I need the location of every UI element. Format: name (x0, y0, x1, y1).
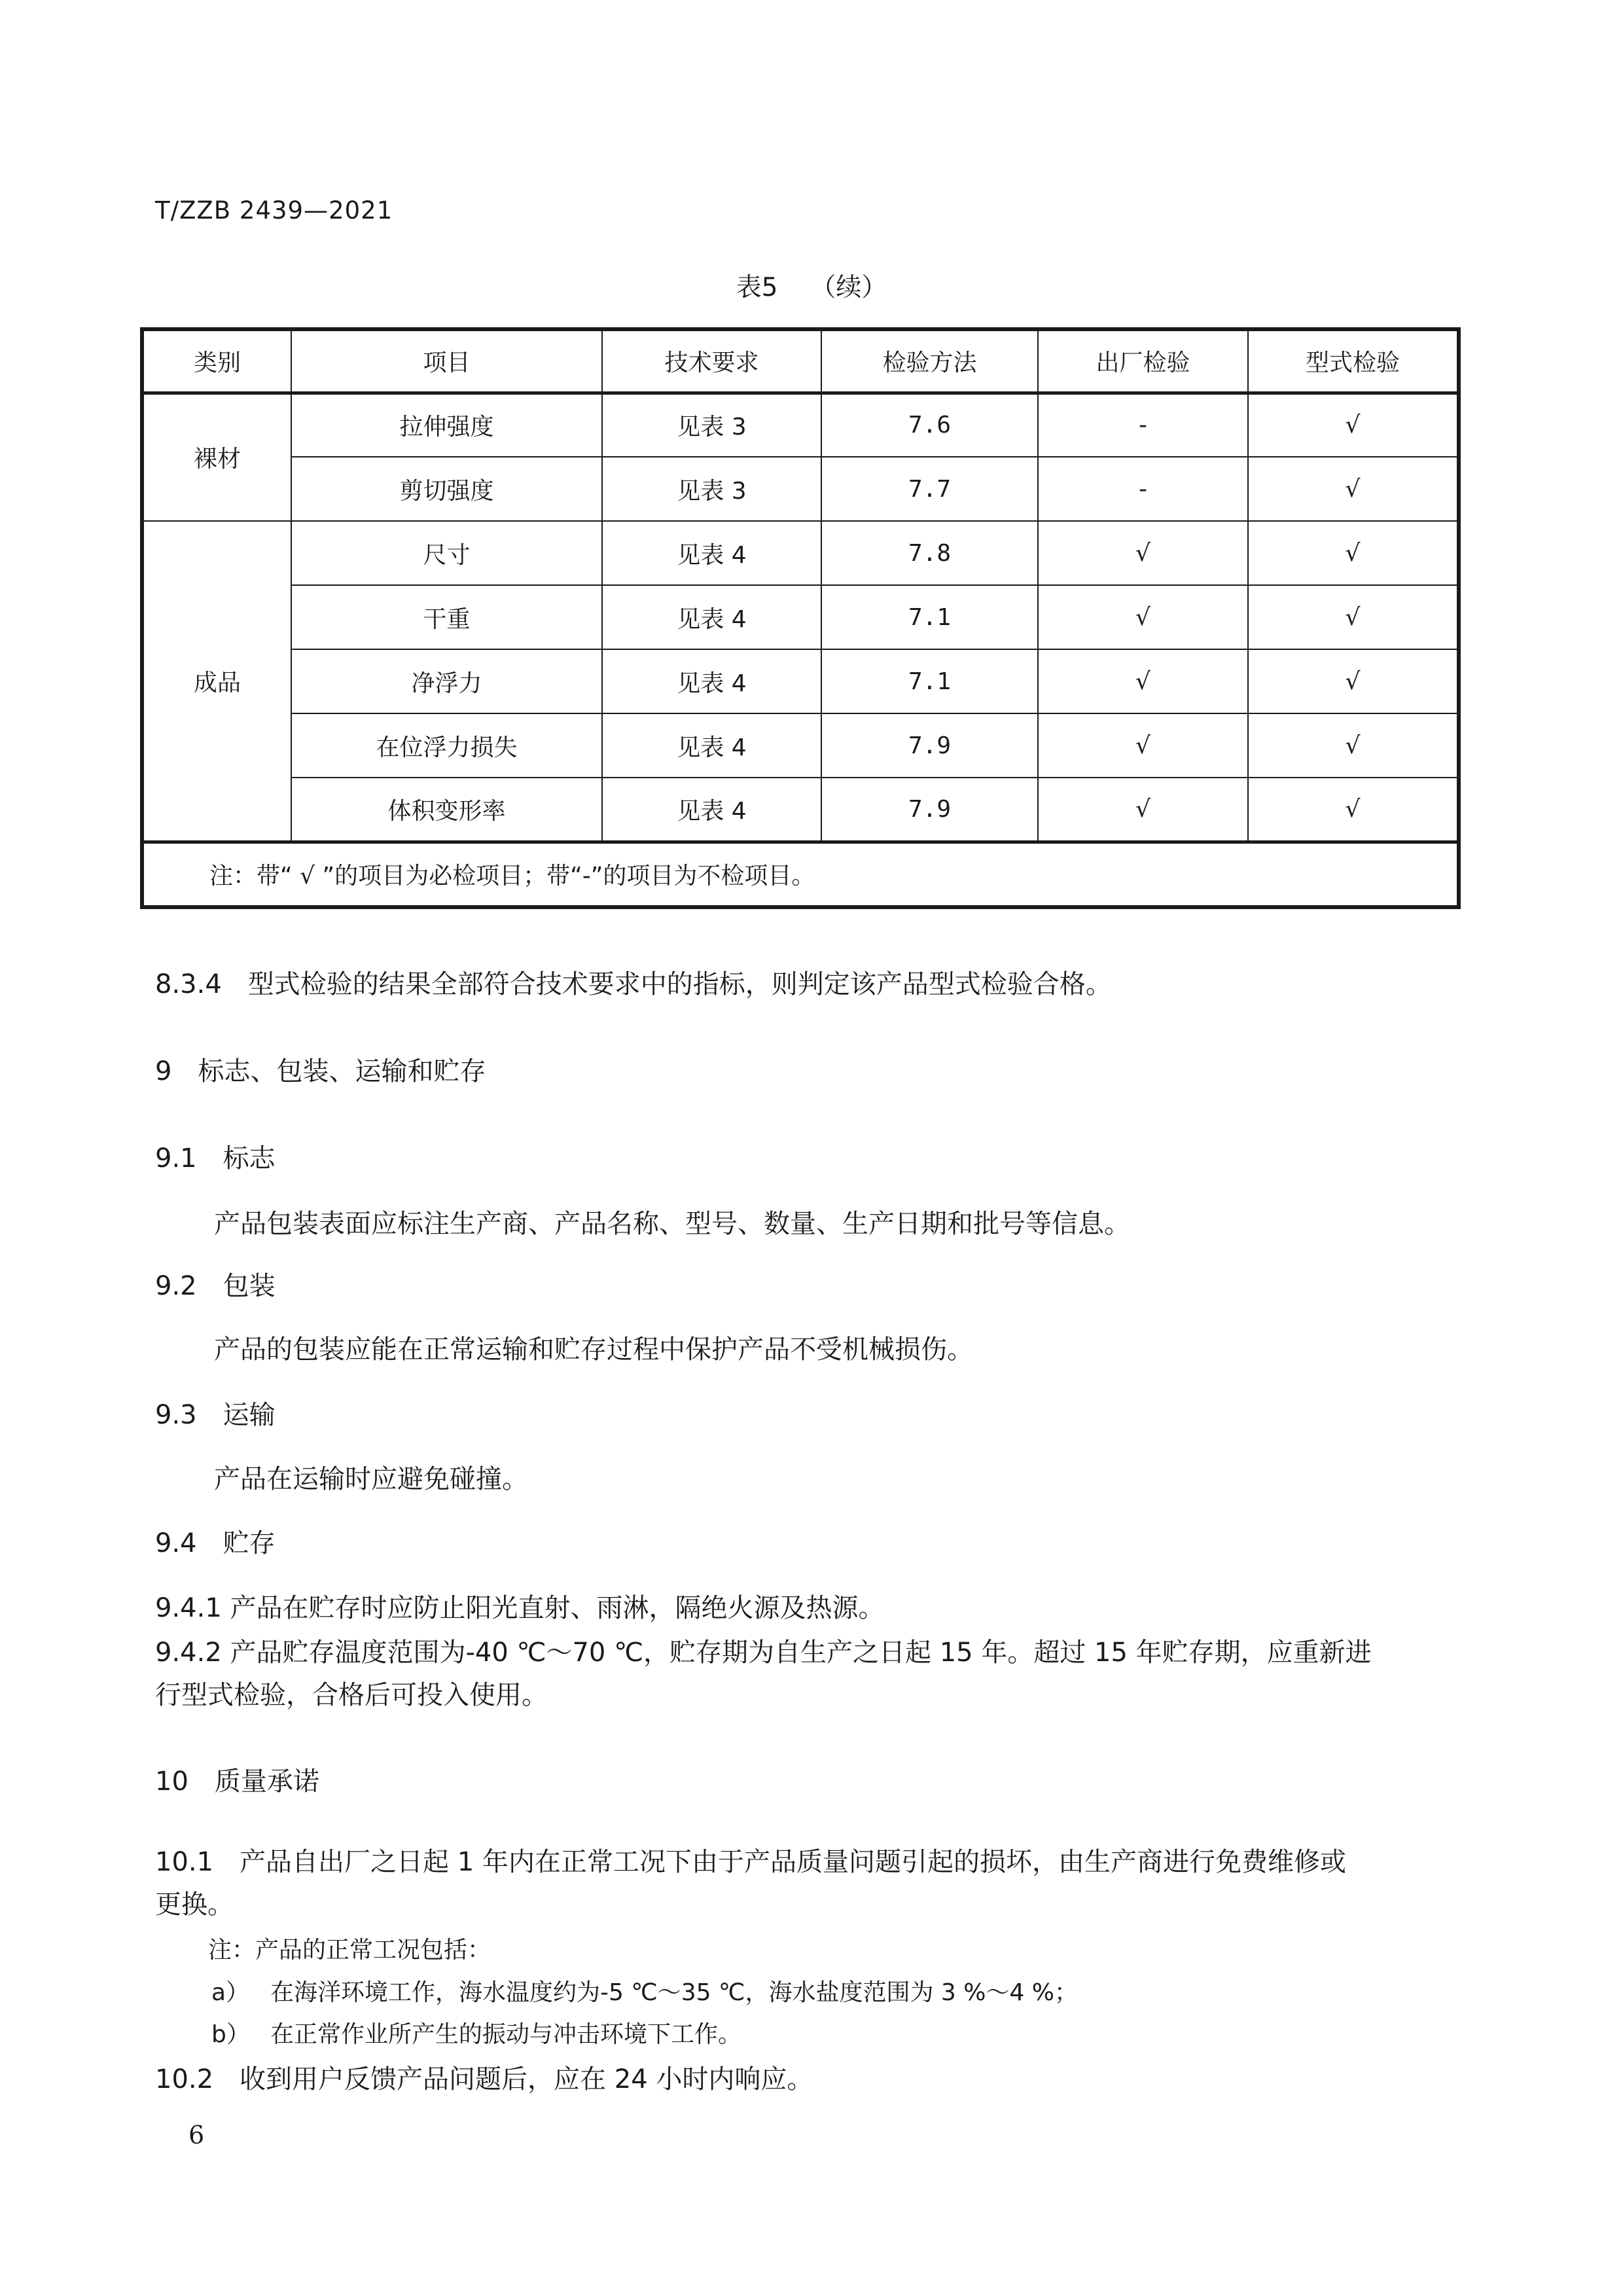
requirement-cell: 见表 4 (602, 585, 821, 649)
factory-check-cell: √ (1038, 778, 1248, 842)
column-header: 项目 (291, 329, 602, 393)
method-cell: 7.7 (821, 457, 1038, 521)
table-row (142, 713, 1459, 778)
requirement-cell: 见表 4 (602, 713, 821, 778)
factory-check-cell: - (1038, 457, 1248, 521)
requirement-cell: 见表 4 (602, 521, 821, 585)
note-item-a-marker: a） (211, 1979, 250, 2006)
method-cell: 7.9 (821, 713, 1038, 778)
factory-check-cell: √ (1038, 649, 1248, 713)
table-row (142, 393, 1459, 457)
method-cell: 7.8 (821, 521, 1038, 585)
factory-check-cell: - (1038, 393, 1248, 457)
type-check-cell: √ (1248, 713, 1459, 778)
note-item-b: 在正常作业所产生的振动与冲击环境下工作。 (270, 2021, 742, 2048)
item-cell: 干重 (291, 585, 602, 649)
paragraph-9-2: 产品的包装应能在正常运输和贮存过程中保护产品不受机械损伤。 (214, 1335, 973, 1365)
requirement-cell: 见表 4 (602, 778, 821, 842)
clause-10-2: 10.2 收到用户反馈产品问题后，应在 24 小时内响应。 (155, 2064, 813, 2094)
type-check-cell: √ (1248, 585, 1459, 649)
method-cell: 7.6 (821, 393, 1038, 457)
heading-9: 9 标志、包装、运输和贮存 (155, 1056, 486, 1086)
item-cell: 拉伸强度 (291, 393, 602, 457)
table-row (142, 585, 1459, 649)
factory-check-cell: √ (1038, 585, 1248, 649)
method-cell: 7.1 (821, 585, 1038, 649)
column-header: 检验方法 (821, 329, 1038, 393)
table-row (142, 778, 1459, 842)
method-cell: 7.1 (821, 649, 1038, 713)
category-cell: 裸材 (142, 393, 291, 521)
category-cell: 成品 (142, 521, 291, 842)
heading-9-2: 9.2 包装 (155, 1271, 276, 1301)
note-item-a: 在海洋环境工作，海水温度约为-5 ℃～35 ℃，海水盐度范围为 3 %～4 %； (270, 1979, 1079, 2006)
column-header: 类别 (142, 329, 291, 393)
paragraph-9-1: 产品包装表面应标注生产商、产品名称、型号、数量、生产日期和批号等信息。 (214, 1209, 1130, 1239)
heading-9-3: 9.3 运输 (155, 1400, 276, 1430)
heading-10: 10 质量承诺 (155, 1767, 319, 1797)
table-header-row (142, 329, 1459, 393)
type-check-cell: √ (1248, 457, 1459, 521)
table-note-row (142, 842, 1459, 907)
type-check-cell: √ (1248, 649, 1459, 713)
paragraph-9-3: 产品在运输时应避免碰撞。 (214, 1464, 528, 1494)
requirement-cell: 见表 3 (602, 457, 821, 521)
column-header: 型式检验 (1248, 329, 1459, 393)
item-cell: 体积变形率 (291, 778, 602, 842)
standard-code: T/ZZB 2439—2021 (155, 196, 393, 224)
note-intro: 注：产品的正常工况包括： (208, 1937, 491, 1964)
requirement-cell: 见表 3 (602, 393, 821, 457)
clause-10-1-line-1: 10.1 产品自出厂之日起 1 年内在正常工况下由于产品质量问题引起的损坏，由生产商进行免费维修或 (155, 1847, 1346, 1877)
column-header: 技术要求 (602, 329, 821, 393)
item-cell: 尺寸 (291, 521, 602, 585)
type-check-cell: √ (1248, 778, 1459, 842)
item-cell: 净浮力 (291, 649, 602, 713)
column-header: 出厂检验 (1038, 329, 1248, 393)
factory-check-cell: √ (1038, 521, 1248, 585)
item-cell: 剪切强度 (291, 457, 602, 521)
clause-9-4-1: 9.4.1 产品在贮存时应防止阳光直射、雨淋，隔绝火源及热源。 (155, 1593, 885, 1623)
table-row (142, 649, 1459, 713)
type-check-cell: √ (1248, 393, 1459, 457)
table-row (142, 457, 1459, 521)
clause-8-3-4: 8.3.4 型式检验的结果全部符合技术要求中的指标，则判定该产品型式检验合格。 (155, 969, 1112, 999)
method-cell: 7.9 (821, 778, 1038, 842)
page-number: 6 (188, 2121, 205, 2149)
type-check-cell: √ (1248, 521, 1459, 585)
clause-9-4-2-line-2: 行型式检验，合格后可投入使用。 (155, 1680, 548, 1710)
table-row (142, 521, 1459, 585)
factory-check-cell: √ (1038, 713, 1248, 778)
table-title (0, 267, 1623, 304)
heading-9-1: 9.1 标志 (155, 1143, 276, 1174)
clause-9-4-2-line-1: 9.4.2 产品贮存温度范围为-40 ℃～70 ℃，贮存期为自生产之日起 15 年。超过 15 年贮存期，应重新进 (155, 1638, 1372, 1668)
inspection-table (140, 327, 1461, 909)
item-cell: 在位浮力损失 (291, 713, 602, 778)
heading-9-4: 9.4 贮存 (155, 1528, 276, 1558)
table-note: 注：带“ √ ”的项目为必检项目；带“-”的项目为不检项目。 (142, 842, 1459, 907)
table-title-suffix: （续） (810, 273, 887, 302)
note-item-b-marker: b） (211, 2021, 250, 2048)
requirement-cell: 见表 4 (602, 649, 821, 713)
clause-10-1-line-2: 更换。 (155, 1890, 234, 1920)
table-title-label: 表5 (736, 273, 778, 302)
